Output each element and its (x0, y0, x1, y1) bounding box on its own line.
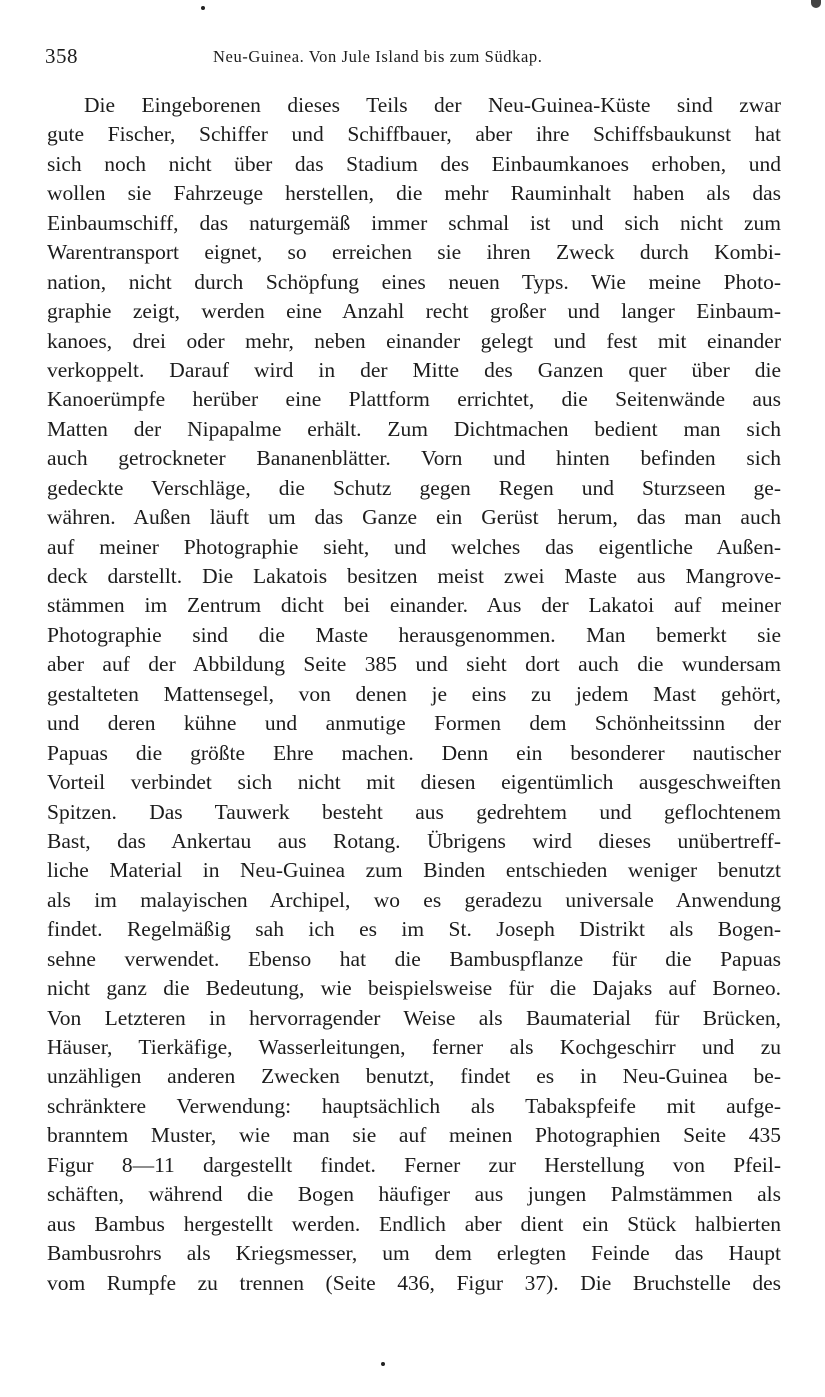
text-line: Photographie sind die Maste herausgenommen. Man bemerkt sie (47, 622, 781, 647)
text-line: schränktere Verwendung: hauptsächlich als Tabakspfeife mit aufge- (47, 1093, 781, 1118)
text-line: nation, nicht durch Schöpfung eines neuen Typs. Wie meine Photo- (47, 269, 781, 294)
text-line: Die Eingeborenen dieses Teils der Neu-Guinea-Küste sind zwar (84, 93, 781, 117)
text-line: gute Fischer, Schiffer und Schiffbauer, aber ihre Schiffsbaukunst hat (47, 122, 781, 147)
running-head: Neu-Guinea. Von Jule Island bis zum Südkap. (213, 47, 543, 66)
text-line: vom Rumpfe zu trennen (Seite 436, Figur 37). Die Bruchstelle des (47, 1270, 781, 1295)
speck-mark (381, 1362, 385, 1366)
text-line: liche Material in Neu-Guinea zum Binden entschieden weniger benutzt (47, 858, 781, 883)
text-line: Figur 8—11 dargestellt findet. Ferner zur Herstellung von Pfeil- (47, 1152, 781, 1177)
text-line: Einbaumschiff, das naturgemäß immer schmal ist und sich nicht zum (47, 210, 781, 235)
text-line: gedeckte Verschläge, die Schutz gegen Regen und Sturzseen ge- (47, 475, 781, 500)
text-line: Bambusrohrs als Kriegsmesser, um dem erlegten Feinde das Haupt (47, 1241, 781, 1266)
text-line: aus Bambus hergestellt werden. Endlich aber dient ein Stück halbierten (47, 1211, 781, 1236)
text-line: Kanoerümpfe herüber eine Plattform errichtet, die Seitenwände aus (47, 387, 781, 412)
text-line: kanoes, drei oder mehr, neben einander gelegt und fest mit einander (47, 328, 781, 353)
text-line: auch getrockneter Bananenblätter. Vorn und hinten befinden sich (47, 446, 781, 471)
page-number: 358 (45, 44, 78, 68)
corner-mark (811, 0, 821, 8)
text-line: Warentransport eignet, so erreichen sie ihren Zweck durch Kombi- (47, 240, 781, 265)
text-line: Bast, das Ankertau aus Rotang. Übrigens wird dieses unübertreff- (47, 828, 781, 853)
text-line: Spitzen. Das Tauwerk besteht aus gedrehtem und geflochtenem (47, 799, 781, 824)
text-line: deck darstellt. Die Lakatois besitzen meist zwei Maste aus Mangrove- (47, 564, 781, 588)
text-line: aber auf der Abbildung Seite 385 und sieht dort auch die wundersam (47, 652, 781, 677)
page-header (45, 44, 781, 74)
text-line: Papuas die größte Ehre machen. Denn ein besonderer nautischer (47, 740, 781, 765)
text-line: Matten der Nipapalme erhält. Zum Dichtmachen bedient man sich (47, 416, 781, 441)
text-line: als im malayischen Archipel, wo es geradezu universale Anwendung (47, 887, 781, 912)
text-line: sich noch nicht über das Stadium des Einbaumkanoes erhoben, und (47, 151, 781, 176)
text-line: Vorteil verbindet sich nicht mit diesen eigentümlich ausgeschweiften (47, 770, 781, 795)
text-line: verkoppelt. Darauf wird in der Mitte des Ganzen quer über die (47, 357, 781, 382)
text-line: gestalteten Mattensegel, von denen je eins zu jedem Mast gehört, (47, 681, 781, 706)
text-line: branntem Muster, wie man sie auf meinen Photographien Seite 435 (47, 1123, 781, 1148)
text-line: unzähligen anderen Zwecken benutzt, findet es in Neu-Guinea be- (47, 1064, 781, 1089)
text-line: sehne verwendet. Ebenso hat die Bambuspflanze für die Papuas (47, 946, 781, 971)
body-text (47, 91, 781, 1298)
text-line: währen. Außen läuft um das Ganze ein Gerüst herum, das man auch (47, 505, 781, 530)
text-line: Von Letzteren in hervorragender Weise als Baumaterial für Brücken, (47, 1005, 781, 1030)
text-line: schäften, während die Bogen häufiger aus jungen Palmstämmen als (47, 1182, 781, 1207)
text-line: findet. Regelmäßig sah ich es im St. Joseph Distrikt als Bogen- (47, 917, 781, 942)
text-line: auf meiner Photographie sieht, und welches das eigentliche Außen- (47, 534, 781, 559)
text-line: graphie zeigt, werden eine Anzahl recht großer und langer Einbaum- (47, 299, 781, 324)
text-line: nicht ganz die Bedeutung, wie beispielsweise für die Dajaks auf Borneo. (47, 976, 781, 1001)
speck-mark (201, 6, 205, 10)
text-line: stämmen im Zentrum dicht bei einander. Aus der Lakatoi auf meiner (47, 593, 781, 618)
text-line: Häuser, Tierkäfige, Wasserleitungen, ferner als Kochgeschirr und zu (47, 1035, 781, 1059)
text-line: und deren kühne und anmutige Formen dem Schönheitssinn der (47, 711, 781, 736)
text-line: wollen sie Fahrzeuge herstellen, die mehr Rauminhalt haben als das (47, 181, 781, 206)
